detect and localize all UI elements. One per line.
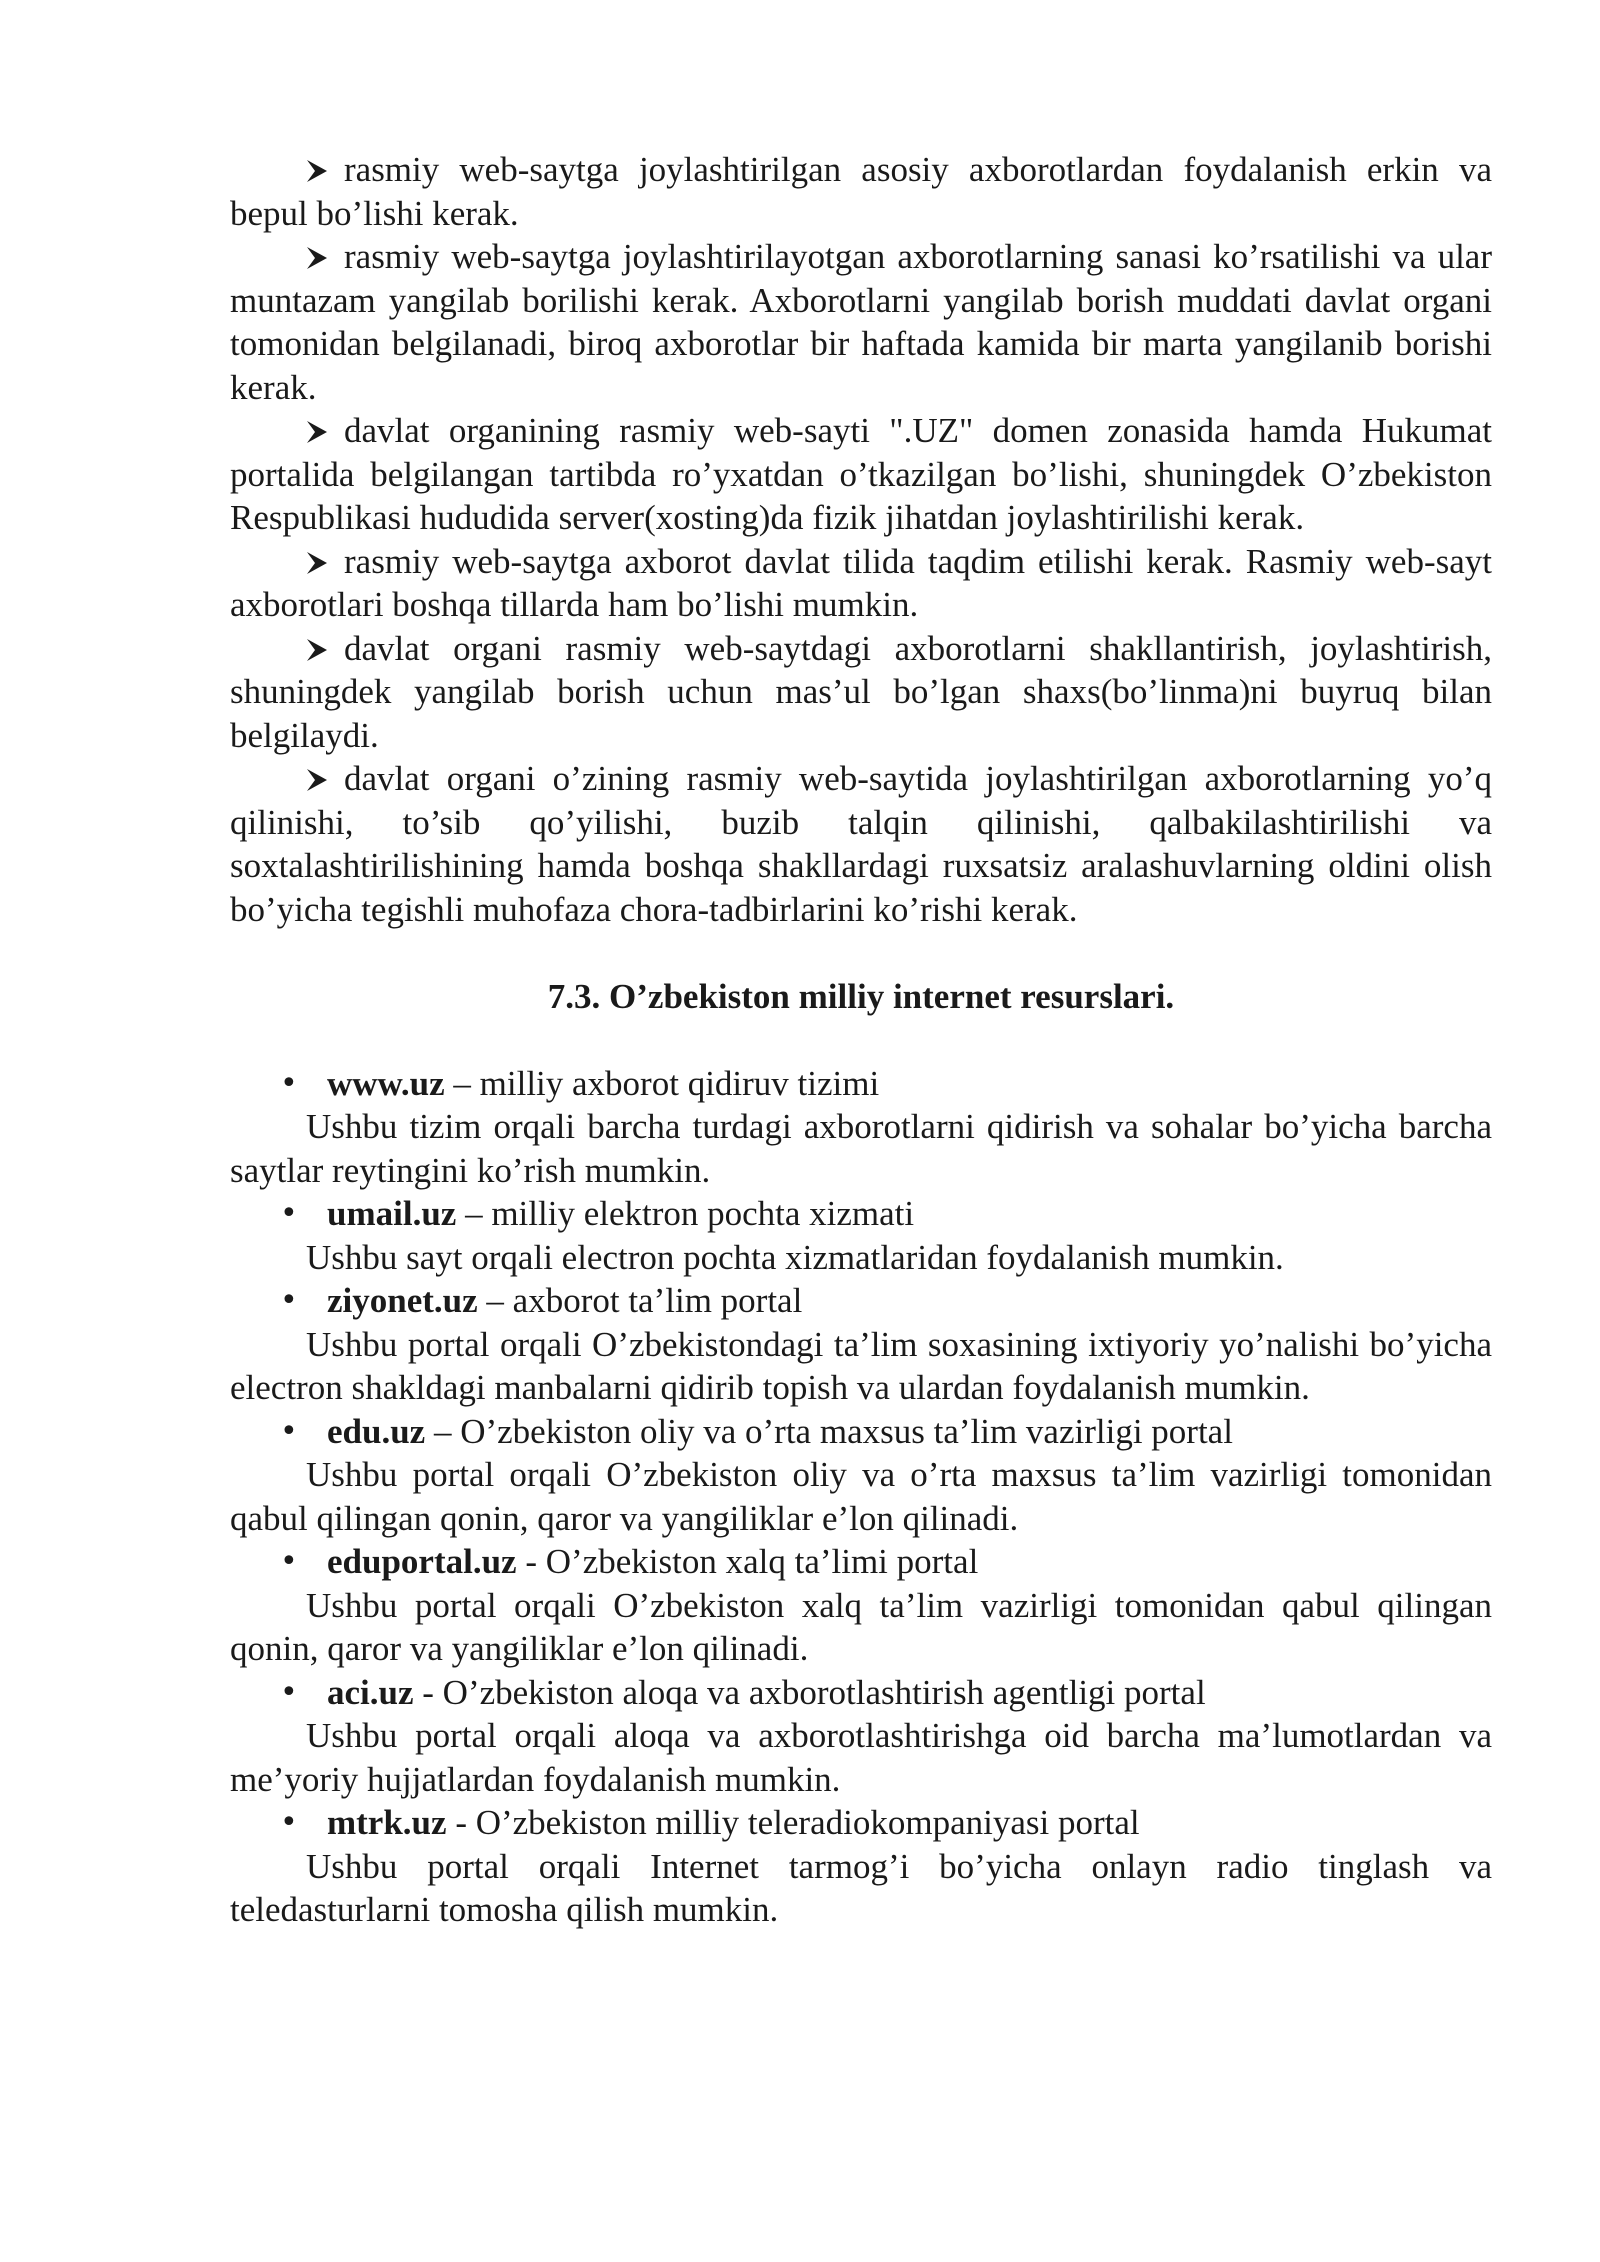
requirement-item — [230, 235, 1492, 409]
arrowhead-icon — [306, 638, 328, 662]
resource-description: Ushbu portal orqali O’zbekiston oliy va o’rta maxsus ta’lim vazirligi tomonidan qabul qilingan qonin, qaror va yangiliklar e’lon qilinadi. — [230, 1455, 1492, 1538]
bullet-icon: • — [280, 1544, 298, 1579]
resource-separator: - — [516, 1542, 546, 1581]
resource-item — [230, 1279, 1492, 1410]
requirement-item — [230, 627, 1492, 758]
resource-description: Ushbu portal orqali aloqa va axborotlashtirishga oid barcha ma’lumotlardan va me’yoriy hujjatlardan foydalanish mumkin. — [230, 1716, 1492, 1799]
resource-site-name: edu.uz — [327, 1411, 426, 1451]
resource-site-name: umail.uz — [327, 1194, 457, 1233]
requirement-text: davlat organi rasmiy web-saytdagi axborotlarni shakllantirish, joylashtirish, shuningdek yangilab borish uchun mas’ul bo’lgan shaxs(bo’linma)ni buyruq bilan belgilaydi. — [230, 628, 1492, 755]
requirement-text: rasmiy web-saytga joylashtirilayotgan axborotlarning sanasi ko’rsatilishi va ular muntazam yangilab borilishi kerak. Axborotlarni yangilab borish muddati davlat organi tomonidan belgilanadi, biroq axborotlar bir haftada kamida bir marta yangilanib borishi kerak. — [230, 237, 1492, 407]
resource-site-name: mtrk.uz — [327, 1803, 447, 1842]
arrowhead-icon — [306, 420, 328, 444]
requirements-list — [230, 148, 1492, 931]
requirement-item — [230, 148, 1492, 235]
requirement-item — [230, 409, 1492, 540]
resource-separator: - — [413, 1672, 443, 1712]
arrowhead-icon — [306, 246, 328, 270]
resource-separator: – — [425, 1411, 461, 1451]
requirement-text: rasmiy web-saytga joylashtirilgan asosiy axborotlardan foydalanish erkin va bepul bo’lishi kerak. — [230, 150, 1492, 233]
resource-separator: - — [446, 1803, 476, 1842]
resource-separator: – — [477, 1281, 513, 1320]
bullet-icon: • — [280, 1196, 298, 1231]
resource-item — [230, 1540, 1492, 1671]
resource-separator: – — [444, 1063, 480, 1103]
resource-title: axborot ta’lim portal — [512, 1281, 803, 1320]
resource-site-name: eduportal.uz — [327, 1542, 517, 1581]
requirement-item — [230, 540, 1492, 627]
resource-item — [230, 1801, 1492, 1932]
resource-heading — [230, 1192, 1492, 1236]
resource-description: Ushbu portal orqali Internet tarmog’i bo’yicha onlayn radio tinglash va teledasturlarni tomosha qilish mumkin. — [230, 1846, 1492, 1929]
document-page — [230, 148, 1492, 1932]
requirement-text: rasmiy web-saytga axborot davlat tilida taqdim etilishi kerak. Rasmiy web-sayt axborotlari boshqa tillarda ham bo’lishi mumkin. — [230, 541, 1492, 624]
resource-heading — [230, 1671, 1492, 1715]
bullet-icon: • — [280, 1674, 298, 1710]
resource-site-name: ziyonet.uz — [327, 1281, 478, 1320]
resource-title: milliy elektron pochta xizmati — [491, 1194, 915, 1233]
bullet-icon: • — [280, 1413, 298, 1449]
resource-heading — [230, 1540, 1492, 1584]
resource-description: Ushbu portal orqali O’zbekistondagi ta’lim soxasining ixtiyoriy yo’nalishi bo’yicha electron shakldagi manbalarni qidirib topish va ulardan foydalanish mumkin. — [230, 1324, 1492, 1407]
resource-heading — [230, 1279, 1492, 1323]
bullet-icon: • — [280, 1065, 298, 1101]
resource-separator: – — [456, 1194, 492, 1233]
resource-heading — [230, 1801, 1492, 1845]
resource-description: Ushbu portal orqali O’zbekiston xalq ta’lim vazirligi tomonidan qabul qilingan qonin, qaror va yangiliklar e’lon qilinadi. — [230, 1585, 1492, 1668]
resource-item — [230, 1671, 1492, 1802]
resource-title: O’zbekiston milliy teleradiokompaniyasi portal — [475, 1803, 1140, 1842]
requirement-text: davlat organi o’zining rasmiy web-saytida joylashtirilgan axborotlarning yo’q qilinishi, to’sib qo’yilishi, buzib talqin qilinishi, qalbakilashtirilishi va soxtalashtirilishining hamda boshqa shakllardagi ruxsatsiz aralashuvlarning oldini olish bo’yicha tegishli muhofaza chora-tadbirlarini ko’rishi kerak. — [230, 759, 1492, 929]
resource-item — [230, 1192, 1492, 1279]
resource-item — [230, 1410, 1492, 1541]
bullet-icon: • — [280, 1283, 298, 1318]
arrowhead-icon — [306, 159, 328, 183]
resource-title: O’zbekiston xalq ta’limi portal — [545, 1542, 979, 1581]
resource-site-name: aci.uz — [327, 1672, 414, 1712]
section-heading: 7.3. O’zbekiston milliy internet resurslari. — [547, 976, 1175, 1016]
resource-title: O’zbekiston oliy va o’rta maxsus ta’lim vazirligi portal — [460, 1411, 1233, 1451]
resource-heading — [230, 1410, 1492, 1454]
resource-site-name: www.uz — [327, 1063, 445, 1103]
resources-list — [230, 1062, 1492, 1932]
resource-title: O’zbekiston aloqa va axborotlashtirish agentligi portal — [442, 1672, 1206, 1712]
resource-title: milliy axborot qidiruv tizimi — [479, 1063, 880, 1103]
requirement-item — [230, 757, 1492, 931]
bullet-icon: • — [280, 1805, 298, 1840]
resource-item — [230, 1062, 1492, 1193]
arrowhead-icon — [306, 768, 328, 792]
resource-description: Ushbu sayt orqali electron pochta xizmatlaridan foydalanish mumkin. — [306, 1237, 1284, 1277]
resource-heading — [230, 1062, 1492, 1106]
requirement-text: davlat organining rasmiy web-sayti ".UZ" domen zonasida hamda Hukumat portalida belgilangan tartibda ro’yxatdan o’tkazilgan bo’lishi, shuningdek O’zbekiston Respublikasi hududida server(xosting)da fizik jihatdan joylashtirilishi kerak. — [230, 411, 1492, 537]
resource-description: Ushbu tizim orqali barcha turdagi axborotlarni qidirish va sohalar bo’yicha barcha saytlar reytingini ko’rish mumkin. — [230, 1107, 1492, 1190]
arrowhead-icon — [306, 551, 328, 575]
